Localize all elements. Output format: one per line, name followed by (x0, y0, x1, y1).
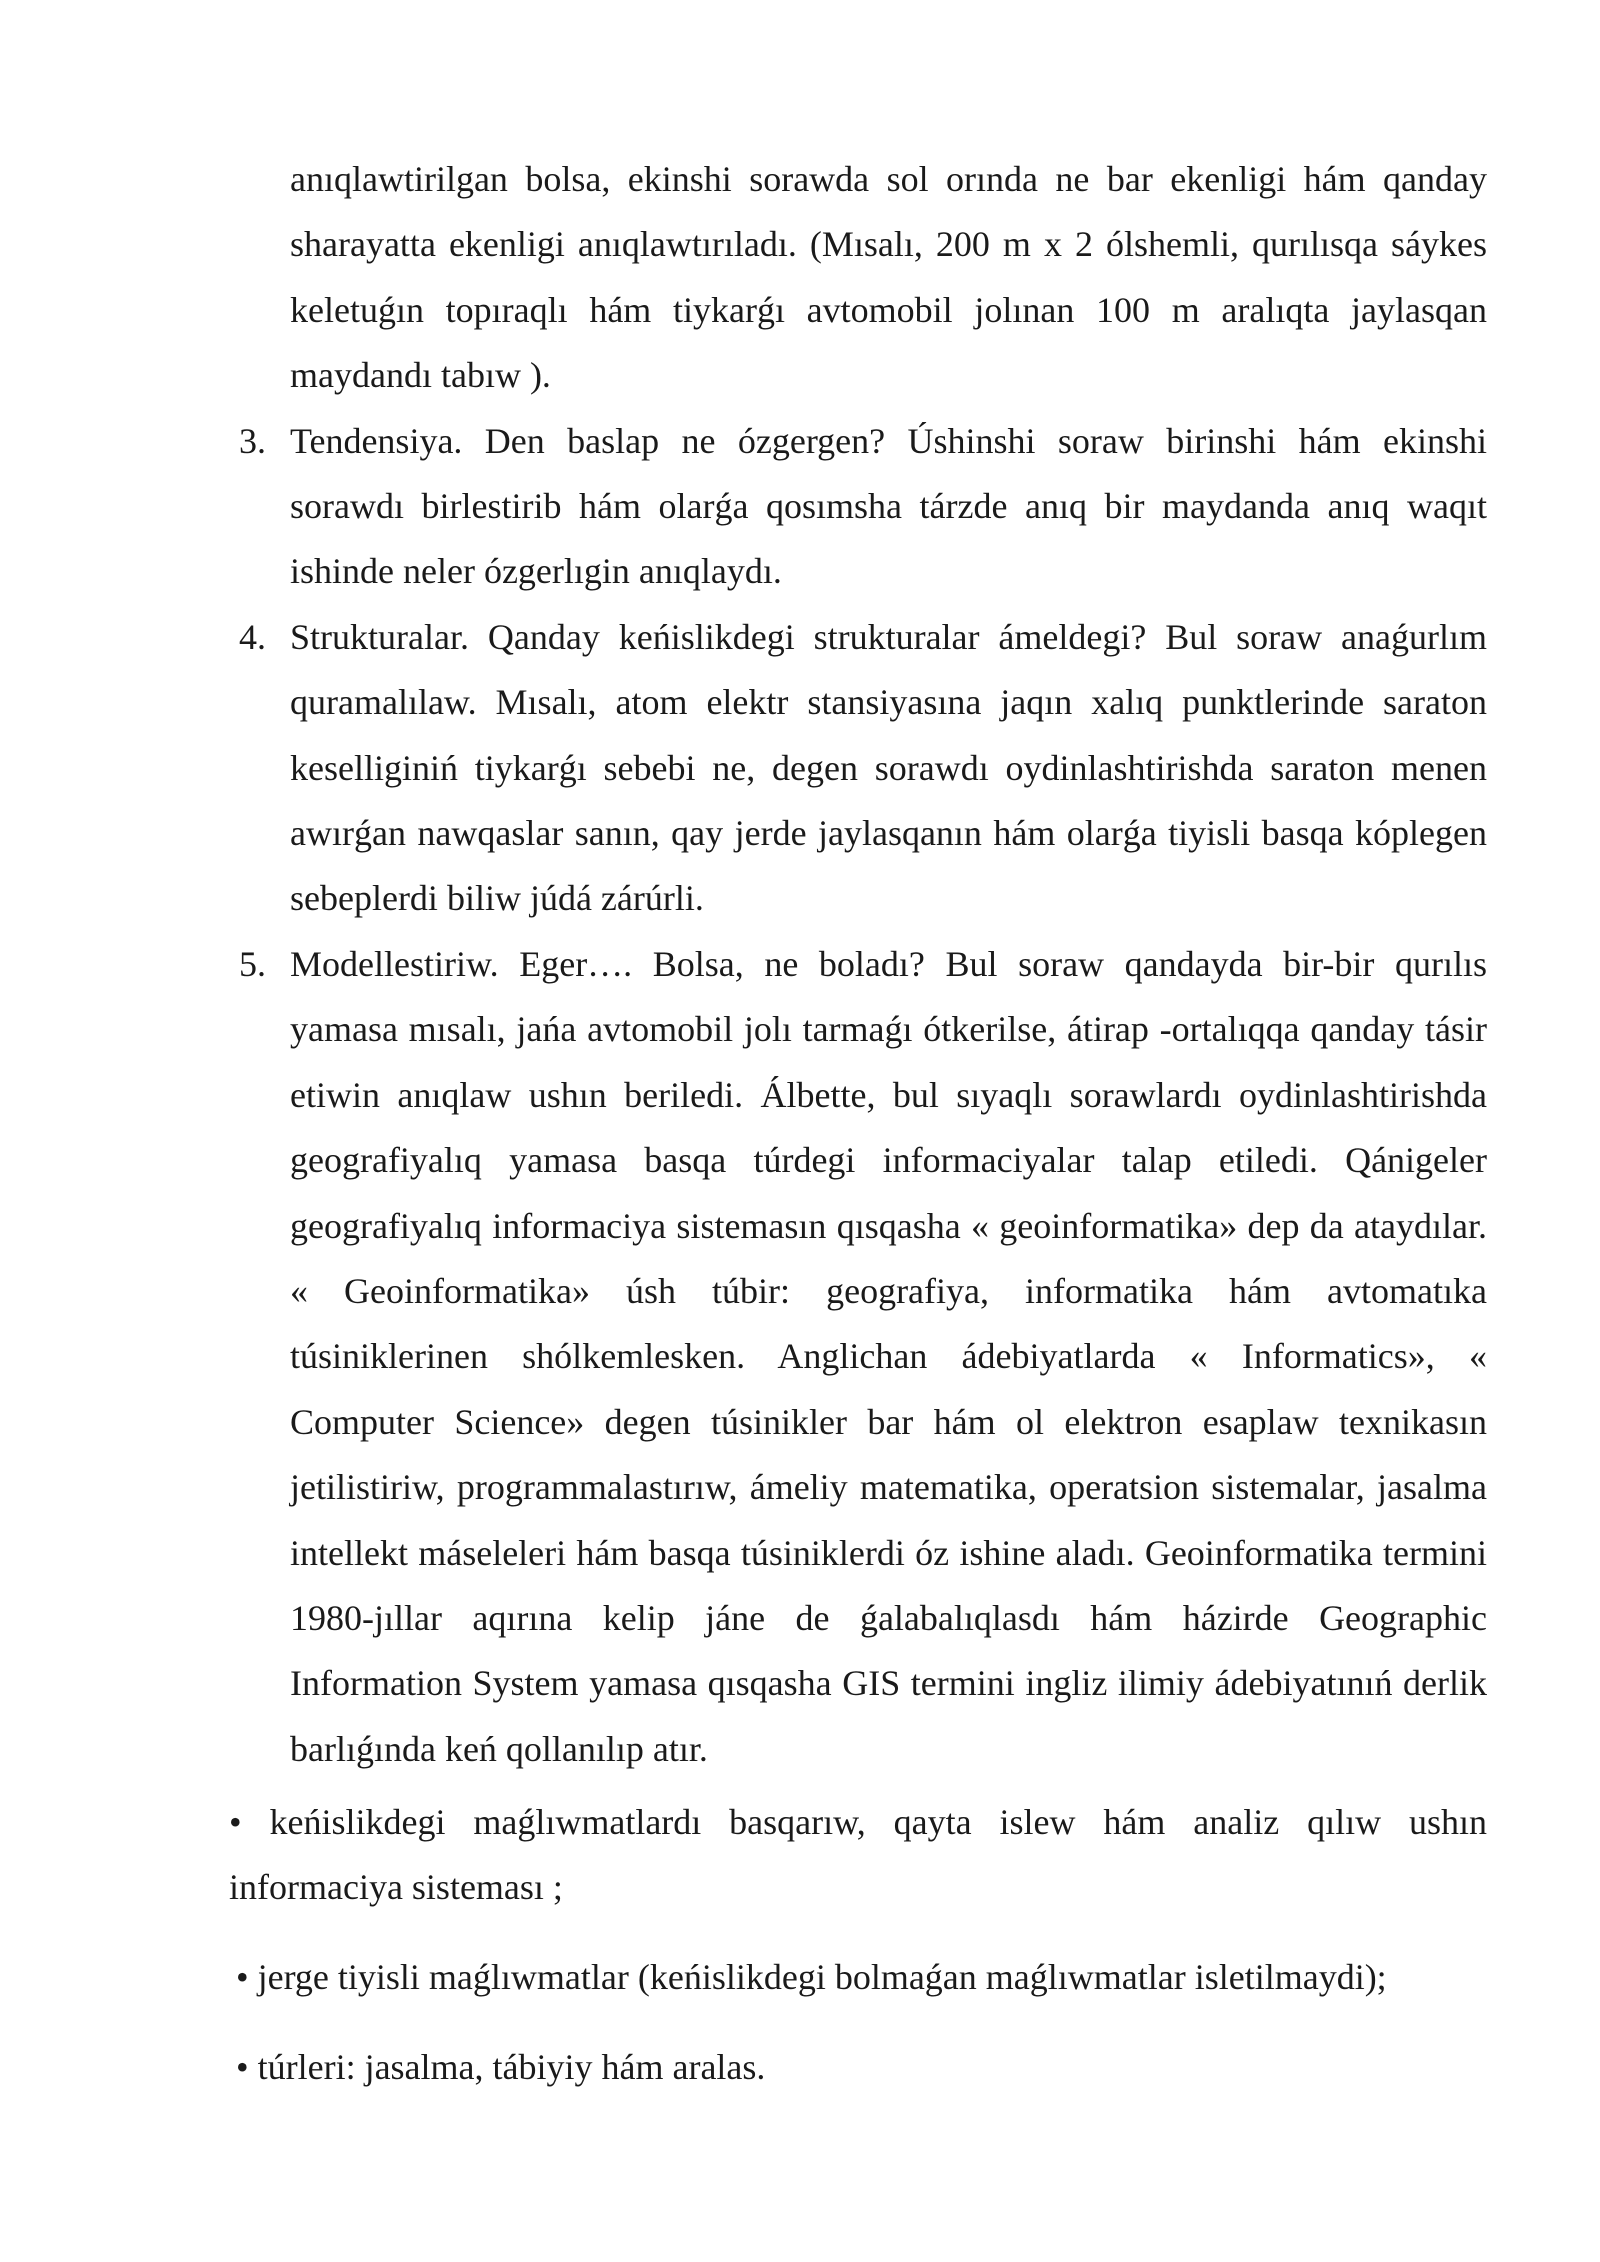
list-item (229, 605, 1487, 932)
list-item-number: 3. (239, 420, 266, 461)
bullet-item: • keńislikdegi maǵlıwmatlardı basqarıw, qayta islew hám analiz qılıw ushın informaciya sisteması ; (229, 1802, 1487, 1907)
list-item-number: 4. (239, 616, 266, 657)
list-item (229, 409, 1487, 605)
list-item-number: 5. (239, 943, 266, 984)
bullet-item: • túrleri: jasalma, tábiyiy hám aralas. (236, 2047, 766, 2087)
bullet-list (229, 1790, 1487, 2100)
list-item-text: Tendensiya. Den baslap ne ózgergen? Úshinshi soraw birinshi hám ekinshi sorawdı birlestirib hám olarǵa qosımsha tárzde anıq bir maydanda anıq waqıt ishinde neler ózgerlıgin anıqlaydı. (290, 420, 1487, 592)
numbered-list (229, 147, 1487, 1782)
list-item (229, 147, 1487, 409)
list-item-text: anıqlawtirilgan bolsa, ekinshi sorawda sol orında ne bar ekenligi hám qanday sharayatta ekenligi anıqlawtırıladı. (Mısalı, 200 m x 2 ólshemli, qurılısqa sáykes keletuǵın topıraqlı hám tiykarǵı avtomobil jolınan 100 m aralıqta jaylasqan maydandı tabıw ). (290, 159, 1487, 396)
list-item-text: Modellestiriw. Eger…. Bolsa, ne boladı? Bul soraw qandayda bir-bir qurılıs yamasa mısalı, jańa avtomobil jolı tarmaǵı ótkerilse, átirap -ortalıqqa qanday tásir etiwin anıqlaw ushın beriledi. Álbette, bul sıyaqlı sorawlardı oydinlashtirishda geografiyalıq yamasa basqa túrdegi informaciyalar talap etiledi. Qánigeler geografiyalıq informaciya sistemasın qısqasha « geoinformatika» dep da ataydılar. « Geoinformatika» úsh túbir: geografiya, informatika hám avtomatıka túsiniklerinen shólkemlesken. Anglichan ádebiyatlarda « Informatics», « Computer Science» degen túsinikler bar hám ol elektron esaplaw texnikasın jetilistiriw, programmalastırıw, ámeliy matematika, operatsion sistemalar, jasalma intellekt máseleleri hám basqa túsiniklerdi óz ishine aladı. Geoinformatika termini 1980-jıllar aqırına kelip jáne de ǵalabalıqlasdı hám házirde Geographic Information System yamasa qısqasha GIS termini ingliz ilimiy ádebiyatınıń derlik barlıǵında keń qollanılıp atır. (290, 943, 1487, 1769)
list-item (229, 932, 1487, 1782)
bullet-item: • jerge tiyisli maǵlıwmatlar (keńislikdegi bolmaǵan maǵlıwmatlar isletilmaydi); (236, 1957, 1387, 1997)
list-item-text: Strukturalar. Qanday keńislikdegi strukturalar ámeldegi? Bul soraw anaǵurlım quramalılaw. Mısalı, atom elektr stansiyasına jaqın xalıq punktlerinde saraton keselliginiń tiykarǵı sebebi ne, degen sorawdı oydinlashtirishda saraton menen awırǵan nawqaslar sanın, qay jerde jaylasqanın hám olarǵa tiyisli basqa kóplegen sebeplerdi biliw júdá zárúrli. (290, 616, 1487, 919)
